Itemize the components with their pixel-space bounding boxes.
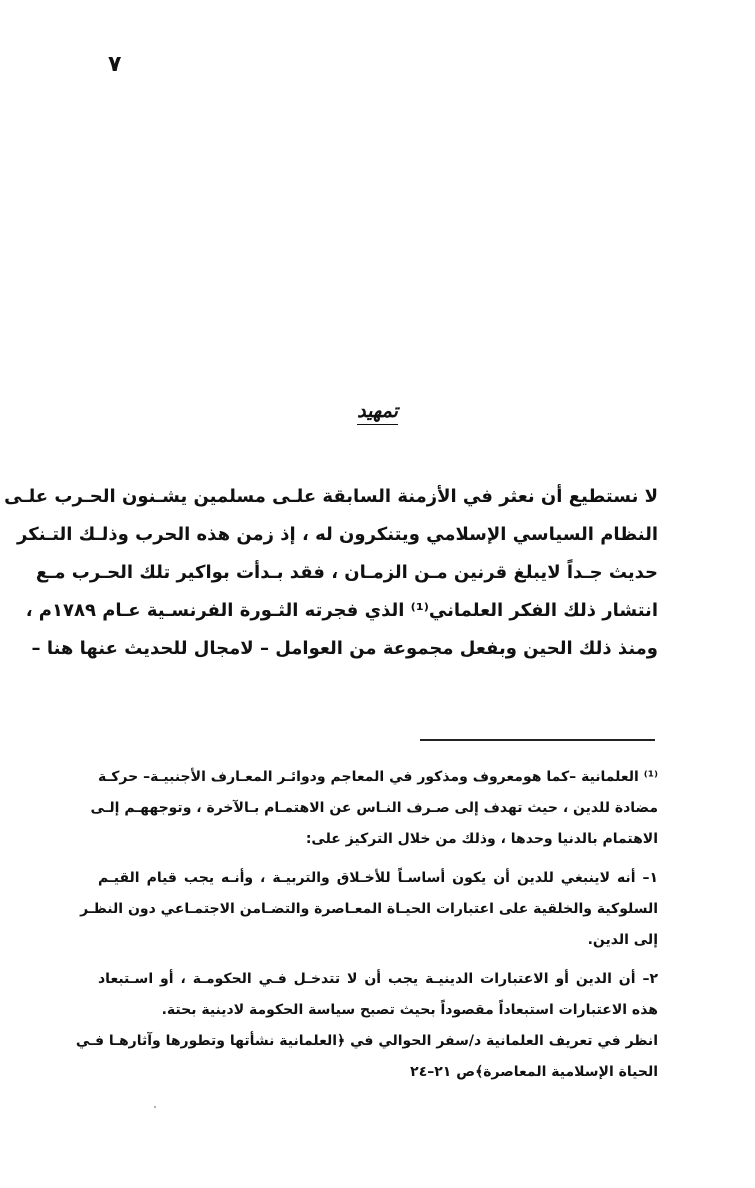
footnote-line: مضادة للدين ، حيث تهدف إلى صـرف النـاس عن الاهتمـام بـالآخرة ، وتوجههـم إلـى — [90, 800, 658, 816]
body-line: لا نستطيع أن نعثر في الأزمنة السابقة علـى مسلمين يشـنون الحـرب علـى — [4, 486, 658, 507]
footnote-line: انظر في تعريف العلمانية د/سفر الحوالي في ﴿العلمانية نشأتها وتطورها وآثارهـا فـي — [75, 1033, 658, 1049]
body-line: انتشار ذلك الفكر العلماني⁽¹⁾ الذي فجرته الثـورة الفرنسـية عـام ١٧٨٩م ، — [25, 600, 658, 621]
footnote-separator — [420, 739, 655, 741]
footnote-line: الحياة الإسلامية المعاصرة﴾ص ٢١–٢٤ — [410, 1064, 658, 1080]
footnote-gap — [98, 855, 658, 863]
footnote-line: ١– أنه لاينبغي للدين أن يكون أساسـاً للأخـلاق والتربيـة ، وأنـه يجب قيام القيـم — [98, 870, 658, 886]
body-line: حديث جـداً لايبلغ قرنين مـن الزمـان ، فقد بـدأت بواكير تلك الحـرب مـع — [35, 562, 658, 583]
footnote-line: هذه الاعتبارات استبعاداً مقصوداً بحيث تصبح سياسة الحكومة لادينية بحتة. — [161, 1002, 658, 1018]
footnotes — [75, 762, 658, 1088]
body-line: النظام السياسي الإسلامي ويتنكرون له ، إذ زمن هذه الحرب وذلـك التـنكر — [17, 524, 658, 545]
footnote-line: إلى الدين. — [587, 932, 658, 948]
footnote-gap — [98, 956, 658, 964]
footnote-line: السلوكية والخلقية على اعتبارات الحيـاة المعـاصرة والتضـامن الاجتمـاعي دون النظـر — [80, 901, 658, 917]
section-heading-text: تمهيد — [357, 400, 398, 425]
body-line: ومنذ ذلك الحين وبفعل مجموعة من العوامل – لامجال للحديث عنها هنا – — [31, 638, 658, 659]
scan-speck — [154, 1106, 156, 1108]
body-paragraph — [4, 478, 658, 668]
footnote-line: الاهتمام بالدنيا وحدها ، وذلك من خلال التركيز على: — [305, 831, 658, 847]
footnote-line: ٢– أن الدين أو الاعتبارات الدينيـة يجب أن لا تتدخـل فـي الحكومـة ، أو اسـتبعاد — [98, 971, 658, 987]
page-number: ٧ — [108, 52, 122, 77]
section-heading — [0, 400, 755, 422]
footnote-line: ⁽¹⁾ العلمانية –كما هومعروف ومذكور في المعاجم ودوائـر المعـارف الأجنبيـة– حركـة — [98, 769, 658, 785]
